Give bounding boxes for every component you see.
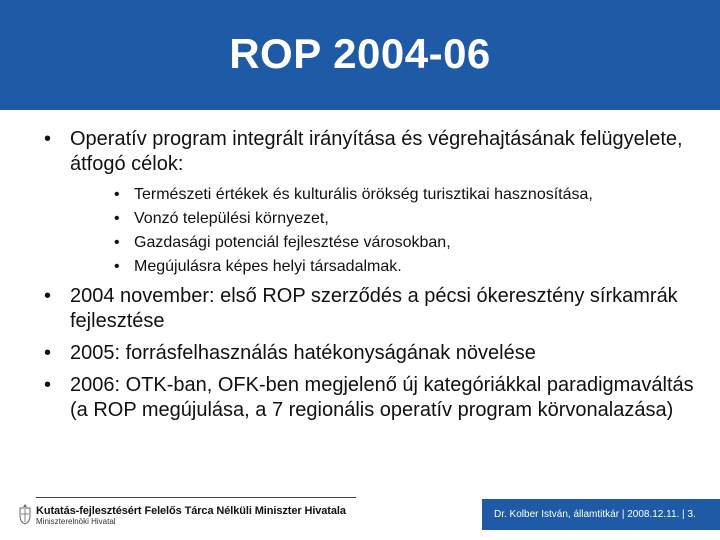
sub-bullet-text: Természeti értékek és kulturális örökség turisztikai hasznosítása,: [134, 186, 593, 203]
bullet-marker: •: [44, 285, 52, 307]
sub-bullet-3: [114, 231, 694, 255]
bullet-text: 2006: OTK-ban, OFK-ben megjelenő új kategóriákkal paradigmaváltás (a ROP megújulása, a 7 regionális operatív program körvonalazása): [70, 374, 694, 421]
sub-bullet-1: [114, 183, 694, 207]
bullet-2: [44, 284, 694, 334]
bullet-marker: •: [44, 128, 52, 150]
bullet-marker: •: [114, 210, 120, 227]
bullet-marker: •: [114, 258, 120, 275]
bullet-3: [44, 341, 694, 366]
bullet-marker: •: [114, 186, 120, 203]
bullet-1: [44, 127, 694, 177]
sub-bullet-text: Megújulásra képes helyi társadalmak.: [134, 258, 402, 275]
bullet-marker: •: [114, 234, 120, 251]
bullet-4: [44, 373, 694, 423]
sub-bullet-2: [114, 207, 694, 231]
sub-bullet-text: Vonzó települési környezet,: [134, 210, 329, 227]
footer-subtitle: Miniszterelnöki Hivatal: [36, 517, 116, 526]
bullet-marker: •: [44, 374, 52, 396]
footer-info: Dr. Kolber István, államtitkár | 2008.12.11. | 3.: [494, 509, 696, 520]
bullet-text: Operatív program integrált irányítása és végrehajtásának felügyelete, átfogó célok:: [70, 128, 683, 175]
title-bar: [0, 0, 720, 110]
footer-organization: Kutatás-fejlesztésért Felelős Tárca Nélküli Miniszter Hivatala: [36, 505, 346, 517]
coat-of-arms-icon: [18, 503, 32, 525]
footer-info-box: [482, 499, 720, 530]
sub-bullet-4: [114, 255, 694, 279]
slide-title: ROP 2004-06: [229, 30, 491, 77]
footer-divider: [36, 497, 356, 498]
bullet-text: 2004 november: első ROP szerződés a pécsi ókeresztény sírkamrák fejlesztése: [70, 285, 678, 332]
bullet-text: 2005: forrásfelhasználás hatékonyságának növelése: [70, 342, 536, 364]
bullet-marker: •: [44, 342, 52, 364]
sub-bullet-text: Gazdasági potenciál fejlesztése városokban,: [134, 234, 451, 251]
